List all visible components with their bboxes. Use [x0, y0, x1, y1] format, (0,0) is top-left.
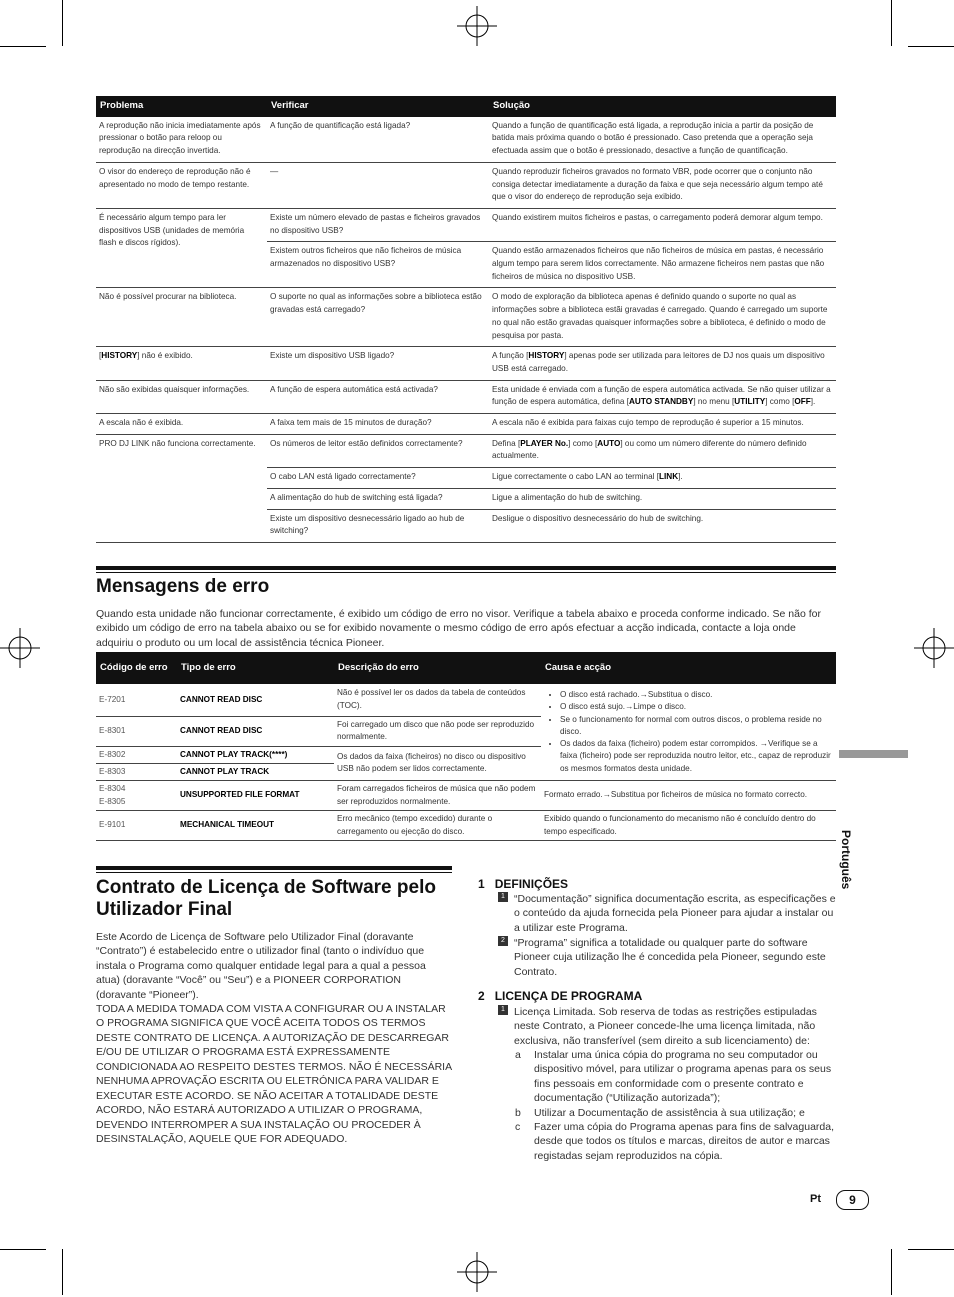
problem-cell: PRO DJ LINK não funciona correctamente. — [96, 434, 267, 542]
col-header: Causa e acção — [541, 652, 836, 684]
section-rule — [96, 866, 452, 870]
error-code: E-7201 — [96, 684, 177, 716]
check-cell: — — [267, 162, 489, 208]
crop-mark — [891, 0, 892, 46]
solution-cell: Ligue a alimentação do hub de switching. — [489, 488, 836, 509]
problem-cell: Não são exibidas quaisquer informações. — [96, 380, 267, 413]
item-number: 1 — [498, 1005, 508, 1015]
license-item — [498, 1005, 836, 1048]
language-tab — [839, 750, 908, 758]
cause-item: • O disco está rachado.→Substitua o disco. — [560, 689, 833, 701]
problem-cell: A reprodução não inicia imediatamente após pressionar o botão para reloop ou reprodução na direcção invertida. — [96, 117, 267, 163]
table-row — [96, 208, 836, 241]
error-code: E-8302 — [96, 746, 177, 763]
table-row — [96, 781, 836, 811]
solution-cell: Desligue o dispositivo desnecessário do hub de switching. — [489, 509, 836, 542]
license-intro: Este Acordo de Licença de Software pelo Utilizador Final (doravante “Contrato”) é estabelecido entre o utilizador final (tanto o indivíduo que instala o Programa como qualquer entidade legal para a qual a pessoa atua) (doravante “Você” ou “Seu”) e a PIONEER CORPORATION (doravante “Pioneer”). — [96, 931, 426, 1001]
page-number: 9 — [836, 1190, 869, 1210]
error-type: CANNOT PLAY TRACK(****) — [177, 746, 334, 763]
col-header: Solução — [489, 96, 836, 117]
item-number: 1 — [498, 892, 508, 902]
license-caps: TODA A MEDIDA TOMADA COM VISTA A CONFIGURAR OU A INSTALAR O PROGRAMA SIGNIFICA QUE VOCÊ ACEITA TODOS OS TERMOS DESTE CONTRATO DE LICENÇA. A AUTORIZAÇÃO DE DESCARREGAR E/OU DE UTILIZAR O PROGRAMA ESTÁ EXPRESSAMENTE CONDICIONADA AO RESPEITO DESTES TERMOS. NÃO É NECESSÁRIA NENHUMA APROVAÇÃO ESCRITA OU ELETRÓNICA PARA VALIDAR E EXECUTAR ESTE ACORDO. SE NÃO ACEITAR A TOTALIDADE DESTE ACORDO, NÃO ESTARÁ AUTORIZADO A UTILIZAR O PROGRAMA, DEVENDO INTERROMPER A SUA INSTALAÇÃO OU PROCEDER À DESINSTALAÇÃO, AQUELE QUE FOR ADEQUADO. — [96, 1003, 452, 1146]
section-rule — [96, 872, 452, 873]
check-cell: A faixa tem mais de 15 minutos de duração? — [267, 414, 489, 435]
error-desc: Os dados da faixa (ficheiros) no disco ou dispositivo USB não podem ser lidos correctamente. — [334, 746, 541, 781]
check-cell: Existem outros ficheiros que não ficheiros de música armazenados no dispositivo USB? — [267, 242, 489, 288]
problem-cell: É necessário algum tempo para ler dispositivos USB (unidades de memória flash e discos rígidos). — [96, 208, 267, 288]
item-text: Licença Limitada. Sob reserva de todas as restrições estipuladas neste Contrato, a Pioneer concede-lhe uma licença limitada, não exclusiva, não transferível (sem direito a sub licenciamento) de: — [514, 1006, 817, 1047]
item-number: 2 — [498, 936, 508, 946]
solution-cell: Ligue correctamente o cabo LAN ao terminal [LINK]. — [489, 468, 836, 489]
error-cause: Formato errado.→Substitua por ficheiros de música no formato correcto. — [541, 781, 836, 811]
license-subitem: c Fazer uma cópia do Programa apenas para fins de salvaguarda, desde que todos os títulos e marcas, direitos de autor e marcas registadas sejam reproduzidos na cópia. — [515, 1121, 835, 1162]
error-codes-table — [96, 652, 836, 841]
section-rule — [96, 572, 836, 573]
cause-item: • Os dados da faixa (ficheiro) podem estar corrompidos. →Verifique se a faixa (ficheiro) pode ser reproduzida noutro leitor, etc., capaz de reproduzir os mesmos formatos desta unidade. — [560, 738, 833, 775]
definition-item — [498, 936, 836, 979]
error-code: E-8303 — [96, 763, 177, 780]
crop-mark — [0, 1249, 46, 1250]
table-row — [96, 117, 836, 163]
problem-cell: A escala não é exibida. — [96, 414, 267, 435]
crop-mark — [62, 1249, 63, 1295]
error-cause — [541, 684, 836, 781]
crop-mark — [908, 1249, 954, 1250]
table-row — [96, 162, 836, 208]
check-cell: Os números de leitor estão definidos correctamente? — [267, 434, 489, 467]
section-rule — [96, 566, 836, 570]
col-header: Código de erro — [96, 652, 177, 684]
registration-mark — [457, 6, 497, 46]
solution-cell: A função [HISTORY] apenas pode ser utilizada para leitores de DJ nos quais um dispositivo USB está carregado. — [489, 347, 836, 380]
error-type: CANNOT PLAY TRACK — [177, 763, 334, 780]
definitions-heading: 1 DEFINIÇÕES — [478, 877, 569, 891]
col-header: Problema — [96, 96, 267, 117]
troubleshooting-table — [96, 96, 836, 543]
error-desc: Não é possível ler os dados da tabela de conteúdos (TOC). — [334, 684, 541, 716]
solution-cell: O modo de exploração da biblioteca apenas é definido quando o suporte no qual as informações sobre a biblioteca estãi gravadas é carregado. Quando é carregado um suporte no qual não estão gravadas quaisquer informações sobre a biblioteca, é definido o modo de pesquisa por pasta. — [489, 288, 836, 347]
error-type: MECHANICAL TIMEOUT — [177, 811, 334, 841]
check-cell: A função de espera automática está activada? — [267, 380, 489, 413]
error-type: UNSUPPORTED FILE FORMAT — [177, 781, 334, 811]
check-cell: Existe um número elevado de pastas e ficheiros gravados no dispositivo USB? — [267, 208, 489, 241]
solution-cell: Esta unidade é enviada com a função de espera automática activada. Se não quiser utilizar a função de espera automática, defina [AUTO STANDBY] no menu [UTILITY] como [OFF]. — [489, 380, 836, 413]
language-label: Português — [839, 830, 853, 890]
license-subitem: a Instalar uma única cópia do programa no seu computador ou dispositivo móvel, para utilizar o programa apenas para os seus fins pessoais em conformidade com o presente contrato e documentação (“Utilização autorizada”); — [515, 1049, 832, 1105]
solution-cell: A escala não é exibida para faixas cujo tempo de reprodução é superior a 15 minutos. — [489, 414, 836, 435]
cause-item: • Se o funcionamento for normal com outros discos, o problema reside no disco. — [560, 714, 833, 739]
section-title: Contrato de Licença de Software pelo Utilizador Final — [96, 877, 436, 920]
table-row — [96, 684, 836, 716]
solution-cell: Quando a função de quantificação está ligada, a reprodução inicia a partir da posição de batida mais próxima quando o botão é pressionado. Caso pretenda que a operação seja efectuada assim que o botão é pressionado, desactive a função de quantificação. — [489, 117, 836, 163]
registration-mark — [914, 628, 954, 668]
crop-mark — [891, 1249, 892, 1295]
problem-cell: O visor do endereço de reprodução não é apresentado no modo de tempo restante. — [96, 162, 267, 208]
item-text: “Documentação” significa documentação escrita, as especificações e o conteúdo da ajuda fornecida pela Pioneer para ajudar a instalar ou a utilizar este Programa. — [514, 893, 836, 934]
registration-mark — [457, 1252, 497, 1292]
col-header: Tipo de erro — [177, 652, 334, 684]
check-cell: O suporte no qual as informações sobre a biblioteca estão gravadas está carregado? — [267, 288, 489, 347]
solution-cell: Quando reproduzir ficheiros gravados no formato VBR, pode ocorrer que o conjunto não consiga detectar imediatamente a duração da faixa e que seja necessário algum tempo até que o visor do endereço de reprodução seja exibido. — [489, 162, 836, 208]
language-code: Pt — [810, 1193, 821, 1205]
solution-cell: Defina [PLAYER No.] como [AUTO] ou como um número diferente do número definido actualmente. — [489, 434, 836, 467]
check-cell: A função de quantificação está ligada? — [267, 117, 489, 163]
registration-mark — [0, 628, 40, 668]
error-code: E-8301 — [96, 716, 177, 746]
error-code: E-8304 E-8305 — [96, 781, 177, 811]
crop-mark — [908, 46, 954, 47]
license-subitem: b Utilizar a Documentação de assistência à sua utilização; e — [515, 1107, 805, 1119]
table-row — [96, 288, 836, 347]
check-cell: Existe um dispositivo desnecessário ligado ao hub de switching? — [267, 509, 489, 542]
error-code: E-9101 — [96, 811, 177, 841]
table-row — [96, 811, 836, 841]
cause-item: • O disco está sujo.→Limpe o disco. — [560, 701, 833, 713]
crop-mark — [62, 0, 63, 46]
error-desc: Foram carregados ficheiros de música que não podem ser reproduzidos normalmente. — [334, 781, 541, 811]
solution-cell: Quando estão armazenados ficheiros que não ficheiros de música em pastas, é necessário algum tempo para serem lidos correctamente. Não armazene ficheiros nem pastas que não ficheiros de música no dispositivo USB. — [489, 242, 836, 288]
section-title: Mensagens de erro — [96, 576, 270, 597]
error-type: CANNOT READ DISC — [177, 684, 334, 716]
solution-cell: Quando existirem muitos ficheiros e pastas, o carregamento poderá demorar algum tempo. — [489, 208, 836, 241]
item-text: “Programa” significa a totalidade ou qualquer parte do software Pioneer cuja utilização lhe é concedida pela Pioneer, segundo este Contrato. — [514, 937, 826, 978]
error-type: CANNOT READ DISC — [177, 716, 334, 746]
problem-cell: Não é possível procurar na biblioteca. — [96, 288, 267, 347]
col-header: Descrição do erro — [334, 652, 541, 684]
table-row — [96, 414, 836, 435]
license-heading: 2 LICENÇA DE PROGRAMA — [478, 989, 643, 1003]
table-row — [96, 380, 836, 413]
definition-item — [498, 892, 836, 935]
errors-intro: Quando esta unidade não funcionar correctamente, é exibido um código de erro no visor. Verifique a tabela abaixo e proceda conforme indicado. Se não for exibido um código de erro na tabela abaixo ou se for exibido novamente o mesmo código de erro após efectuar a acção indicada, contacte a loja onde adquiriu o produto ou um local de assistência técnica Pioneer. — [96, 608, 821, 649]
problem-cell: [HISTORY] não é exibido. — [96, 347, 267, 380]
check-cell: Existe um dispositivo USB ligado? — [267, 347, 489, 380]
table-row — [96, 434, 836, 467]
col-header: Verificar — [267, 96, 489, 117]
table-row — [96, 347, 836, 380]
error-desc: Foi carregado um disco que não pode ser reproduzido normalmente. — [334, 716, 541, 746]
crop-mark — [0, 46, 46, 47]
error-desc: Erro mecânico (tempo excedido) durante o carregamento ou ejecção do disco. — [334, 811, 541, 841]
check-cell: O cabo LAN está ligado correctamente? — [267, 468, 489, 489]
check-cell: A alimentação do hub de switching está ligada? — [267, 488, 489, 509]
error-cause: Exibido quando o funcionamento do mecanismo não é concluído dentro do tempo especificado. — [541, 811, 836, 841]
